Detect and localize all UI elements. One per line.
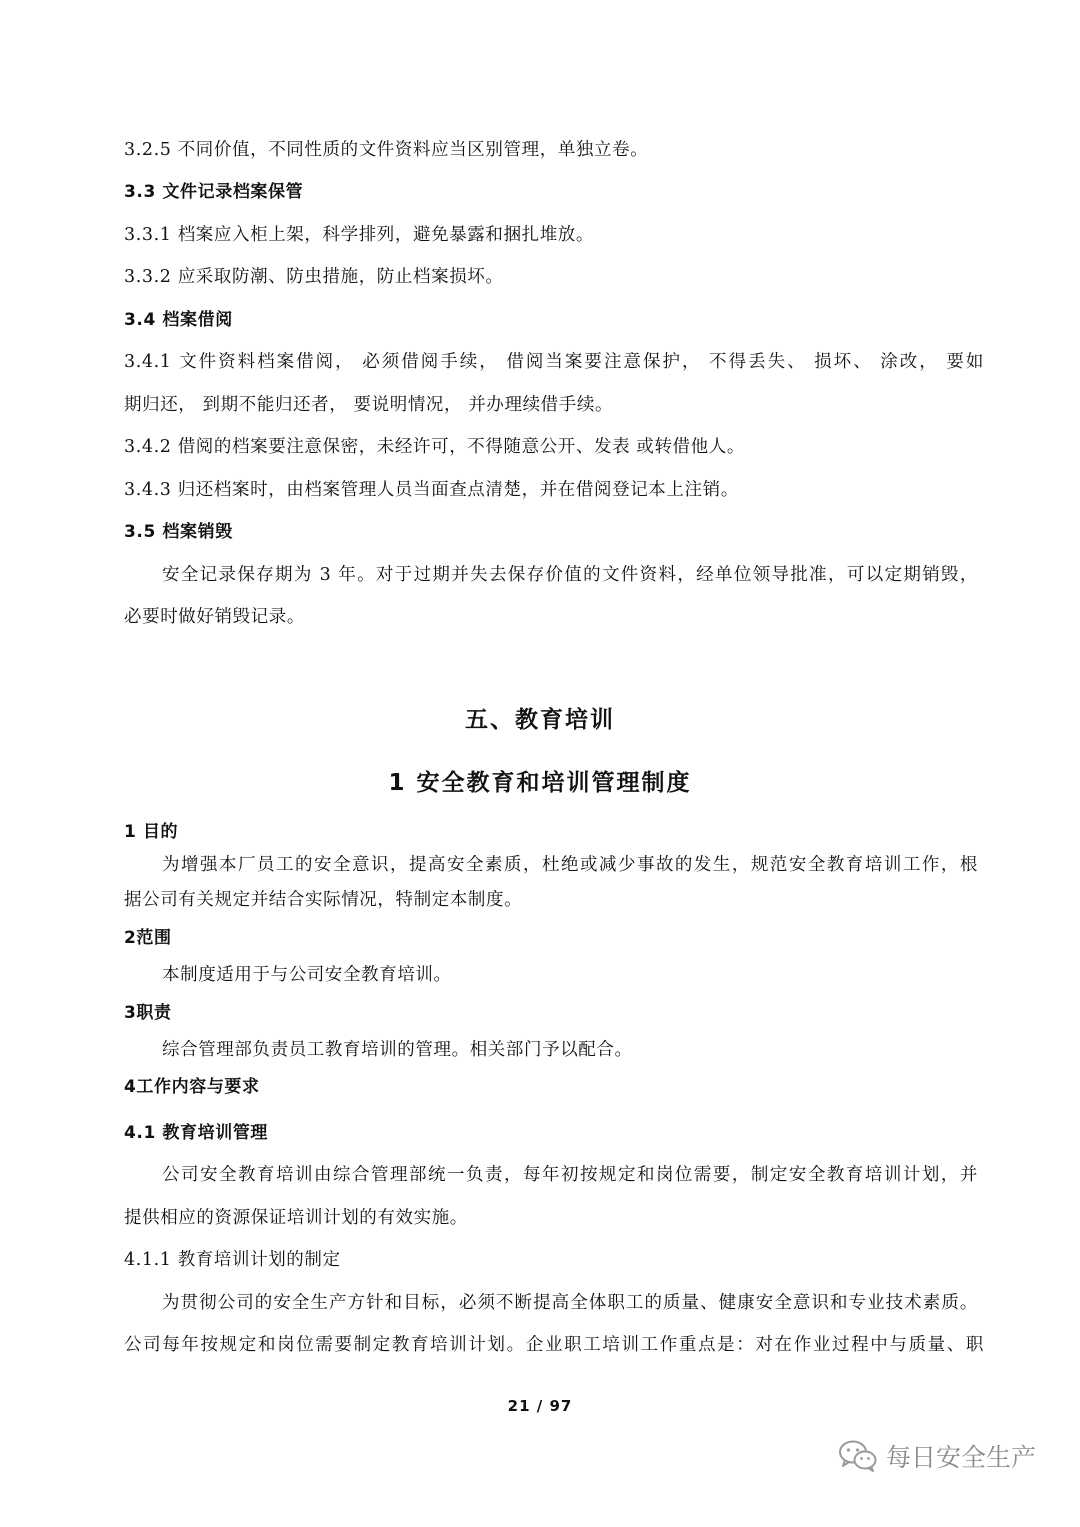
watermark-text: 每日安全生产 <box>886 1443 1037 1472</box>
para-4-1-1-line2: 公司每年按规定和岗位需要制定教育培训计划。企业职工培训工作重点是：对在作业过程中与质量、职 <box>124 1335 984 1355</box>
clause-3-3-2: 3.3.2 应采取防潮、防虫措施，防止档案损坏。 <box>124 267 504 287</box>
wechat-icon <box>838 1439 878 1473</box>
heading-3-5: 3.5 档案销毁 <box>124 522 233 542</box>
chapter-title: 1 安全教育和培训管理制度 <box>388 770 692 796</box>
para-3-5-line2: 必要时做好销毁记录。 <box>124 607 305 627</box>
heading-3-4: 3.4 档案借阅 <box>124 310 233 330</box>
heading-4-1-1: 4.1.1 教育培训计划的制定 <box>124 1250 341 1270</box>
clause-3-3-1: 3.3.1 档案应入柜上架，科学排列，避免暴露和捆扎堆放。 <box>124 225 594 245</box>
para-4-1-line1: 公司安全教育培训由综合管理部统一负责，每年初按规定和岗位需要，制定安全教育培训计划，并 <box>162 1165 978 1185</box>
para-scope: 本制度适用于与公司安全教育培训。 <box>162 965 452 985</box>
para-3-5-line1: 安全记录保存期为 3 年。对于过期并失去保存价值的文件资料，经单位领导批准，可以定期销毁， <box>162 565 978 585</box>
heading-3-3: 3.3 文件记录档案保管 <box>124 182 304 202</box>
clause-3-2-5: 3.2.5 不同价值，不同性质的文件资料应当区别管理，单独立卷。 <box>124 140 649 160</box>
para-purpose-line1: 为增强本厂员工的安全意识，提高安全素质，杜绝或减少事故的发生，规范安全教育培训工作，根 <box>162 855 978 875</box>
page-number: 21 / 97 <box>507 1397 573 1415</box>
watermark <box>838 1436 1036 1476</box>
para-duties: 综合管理部负责员工教育培训的管理。相关部门予以配合。 <box>162 1040 633 1060</box>
heading-scope: 2范围 <box>124 928 172 948</box>
para-4-1-line2: 提供相应的资源保证培训计划的有效实施。 <box>124 1208 468 1228</box>
heading-4-1: 4.1 教育培训管理 <box>124 1123 269 1143</box>
clause-3-4-1-line2: 期归还， 到期不能归还者， 要说明情况， 并办理续借手续。 <box>124 395 614 415</box>
para-purpose-line2: 据公司有关规定并结合实际情况，特制定本制度。 <box>124 890 523 910</box>
clause-3-4-1-line1: 3.4.1 文件资料档案借阅， 必须借阅手续， 借阅当案要注意保护， 不得丢失、 损坏、 涂改， 要如 <box>124 352 984 372</box>
section-title: 五、教育培训 <box>465 707 615 733</box>
heading-work-content: 4工作内容与要求 <box>124 1077 260 1097</box>
para-4-1-1-line1: 为贯彻公司的安全生产方针和目标，必须不断提高全体职工的质量、健康安全意识和专业技术素质。 <box>162 1293 978 1313</box>
heading-duties: 3职责 <box>124 1003 172 1023</box>
heading-purpose: 1 目的 <box>124 822 179 842</box>
clause-3-4-3: 3.4.3 归还档案时，由档案管理人员当面查点清楚，并在借阅登记本上注销。 <box>124 480 739 500</box>
clause-3-4-2: 3.4.2 借阅的档案要注意保密，未经许可，不得随意公开、发表 或转借他人。 <box>124 437 745 457</box>
